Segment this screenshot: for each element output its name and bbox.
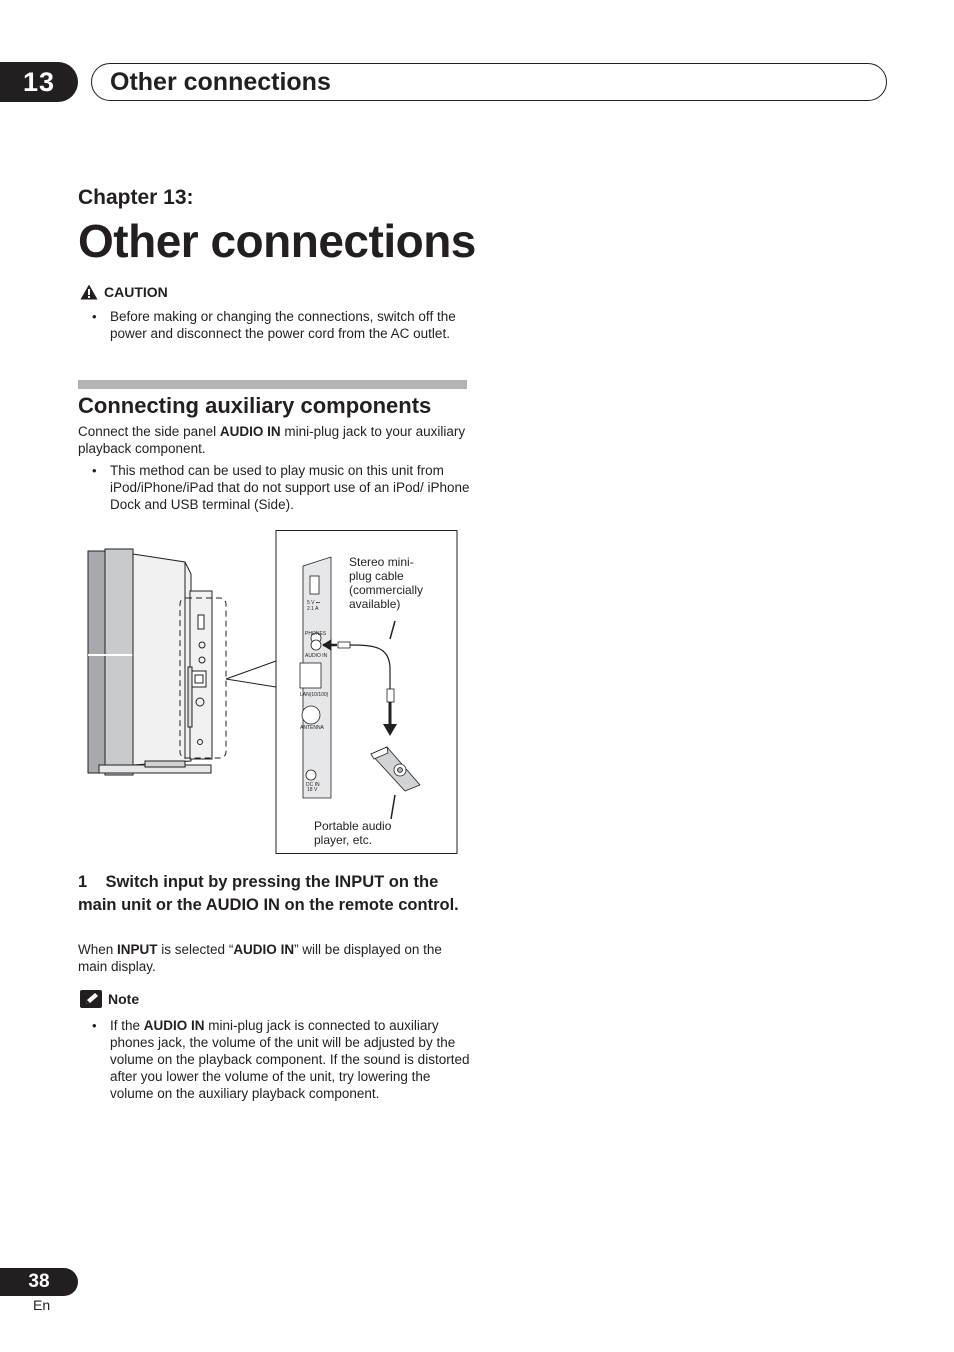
connection-diagram: [85, 529, 461, 859]
usb-label: 5 V ⎓: [307, 600, 320, 606]
language-code: En: [33, 1297, 51, 1313]
section-title: Connecting auxiliary components: [78, 393, 432, 418]
audio-in-label: AUDIO IN: [305, 653, 328, 659]
bullet-dot: •: [92, 463, 97, 478]
cable-caption-line: plug cable: [349, 569, 404, 583]
caution-heading: [80, 284, 168, 300]
caution-label: CAUTION: [104, 284, 168, 300]
section-intro: Connect the side panel AUDIO IN mini-plug jack to your auxiliary playback component.: [78, 424, 466, 456]
usb-current-label: 2.1 A: [307, 606, 319, 612]
bullet-dot: •: [92, 1018, 97, 1033]
callout-line-bottom: [226, 679, 276, 687]
antenna-label: ANTENNA: [300, 725, 324, 731]
note-item: If the AUDIO IN mini-plug jack is connected to auxiliary phones jack, the volume of the unit will be adjusted by the volume on the playback component. If the sound is distorted after you lower the volume of the unit, try lowering the volume on the auxiliary playback component.: [110, 1018, 470, 1101]
caution-item: Before making or changing the connections, switch off the power and disconnect the power cord from the AC outlet.: [110, 309, 456, 341]
step-1-body: When INPUT is selected “AUDIO IN” will be displayed on the main display.: [78, 942, 442, 974]
note-label: Note: [108, 991, 140, 1007]
dc-in-label: DC IN: [306, 782, 320, 788]
bullet-dot: •: [92, 309, 97, 324]
dc-voltage-label: 18 V: [307, 787, 318, 793]
warning-icon: [80, 284, 98, 300]
lan-label: LAN(10/100): [300, 692, 329, 698]
unit-side-view: [88, 549, 226, 775]
note-heading: [80, 990, 139, 1008]
section-divider: [78, 380, 467, 389]
callout-line-top: [226, 661, 276, 679]
player-caption-line: player, etc.: [314, 833, 373, 847]
chapter-title: Other connections: [78, 215, 476, 267]
cable-caption-line: Stereo mini-: [349, 555, 414, 569]
cable-caption-line: (commercially: [349, 583, 424, 597]
chapter-number-tab: 13: [0, 62, 78, 102]
side-panel-detail: [300, 557, 331, 798]
phones-label: PHONES: [305, 631, 327, 637]
step-1-heading: 1 Switch input by pressing the INPUT on the main unit or the AUDIO IN on the remote control.: [78, 873, 459, 914]
page-number: 38: [0, 1268, 78, 1296]
running-header-title: Other connections: [110, 68, 331, 96]
player-caption-line: Portable audio: [314, 819, 392, 833]
cable-caption-line: available): [349, 597, 401, 611]
section-bullet: This method can be used to play music on this unit from iPod/iPhone/iPad that do not support use of an iPod/ iPhone Dock and USB terminal (Side).: [110, 463, 470, 512]
note-pencil-icon: [80, 990, 102, 1008]
chapter-label: Chapter 13:: [78, 186, 194, 209]
